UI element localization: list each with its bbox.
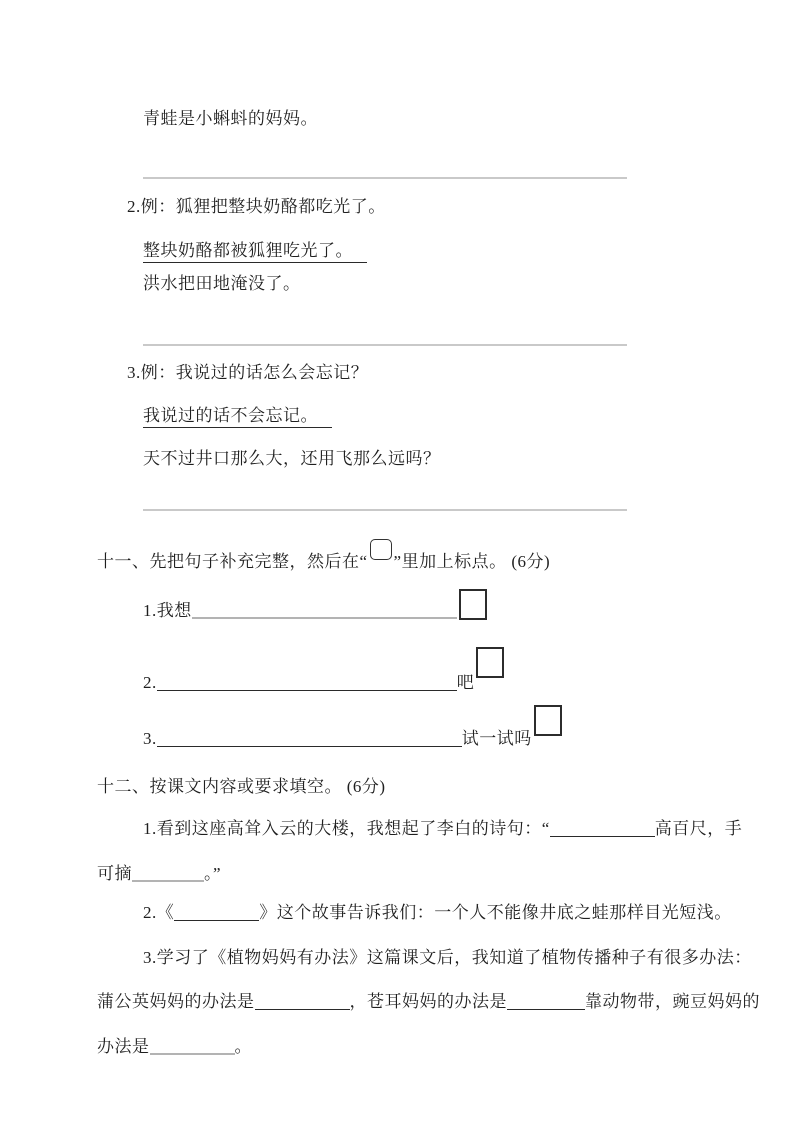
section-eleven-item-1 [143,585,487,621]
section-twelve-item-1-line-1 [143,819,742,839]
model-answer-line [143,241,367,261]
fill-blank[interactable] [174,907,259,921]
fill-blank[interactable] [157,677,457,691]
punctuation-box-sample [370,539,392,560]
model-answer-cheese: 整块奶酪都被狐狸吃光了。 [143,241,367,263]
section-twelve-item-2 [143,903,732,923]
item-suffix: 试一试吗 [461,729,532,748]
punctuation-box[interactable] [534,705,562,736]
item-prefix: 3. [143,729,157,748]
example-sentence-fox: 2.例：狐狸把整块奶酪都吃光了。 [127,197,386,216]
section-eleven-heading [97,546,550,572]
item-text: 。” [204,864,222,883]
heading-text-before-box: 十一、先把句子补充完整，然后在“ [97,552,368,571]
divider [143,509,627,511]
section-twelve-item-3-line-3 [97,1037,252,1057]
example-sentence-forget: 3.例：我说过的话怎么会忘记？ [127,363,369,382]
item-prefix: 1.我想 [143,601,192,620]
prompt-sentence-sky: 天不过井口那么大，还用飞那么远吗？ [143,449,441,468]
item-text: 蒲公英妈妈的办法是 [97,992,255,1011]
section-eleven-item-3 [143,713,562,749]
punctuation-box[interactable] [459,589,487,620]
answer-sentence-frog: 青蛙是小蝌蚪的妈妈。 [143,109,318,128]
item-text: 可摘 [97,864,132,883]
section-twelve-item-3-line-1: 3.学习了《植物妈妈有办法》这篇课文后，我知道了植物传播种子有很多办法： [143,948,752,967]
fill-blank[interactable] [157,733,462,747]
model-answer-line [143,406,332,426]
fill-blank[interactable] [507,996,585,1010]
model-answer-forget: 我说过的话不会忘记。 [143,406,332,428]
item-text: 高百尺，手 [654,819,743,838]
section-twelve-item-3-line-2 [97,992,760,1012]
fill-blank[interactable] [132,868,204,882]
item-text: 。 [234,1037,252,1056]
heading-text-after-box: ”里加上标点。 (6分) [393,552,551,571]
item-text: 1.看到这座高耸入云的大楼，我想起了李白的诗句：“ [143,819,550,838]
item-text: 靠动物带，豌豆妈妈的 [585,992,760,1011]
fill-blank[interactable] [192,605,457,619]
fill-blank[interactable] [150,1041,235,1055]
item-text: 办法是 [97,1037,150,1056]
punctuation-box[interactable] [476,647,504,678]
item-text: 》这个故事告诉我们：一个人不能像井底之蛙那样目光短浅。 [259,903,732,922]
divider [143,344,627,346]
section-twelve-heading: 十二、按课文内容或要求填空。 (6分) [97,777,386,796]
item-text: ，苍耳妈妈的办法是 [349,992,507,1011]
item-text: 2.《 [143,903,175,922]
item-suffix: 吧 [456,673,475,692]
fill-blank[interactable] [255,996,350,1010]
section-twelve-item-1-line-2 [97,864,221,884]
section-eleven-item-2 [143,657,504,693]
fill-blank[interactable] [550,823,655,837]
divider [143,177,627,179]
item-prefix: 2. [143,673,157,692]
prompt-sentence-flood: 洪水把田地淹没了。 [143,274,301,293]
